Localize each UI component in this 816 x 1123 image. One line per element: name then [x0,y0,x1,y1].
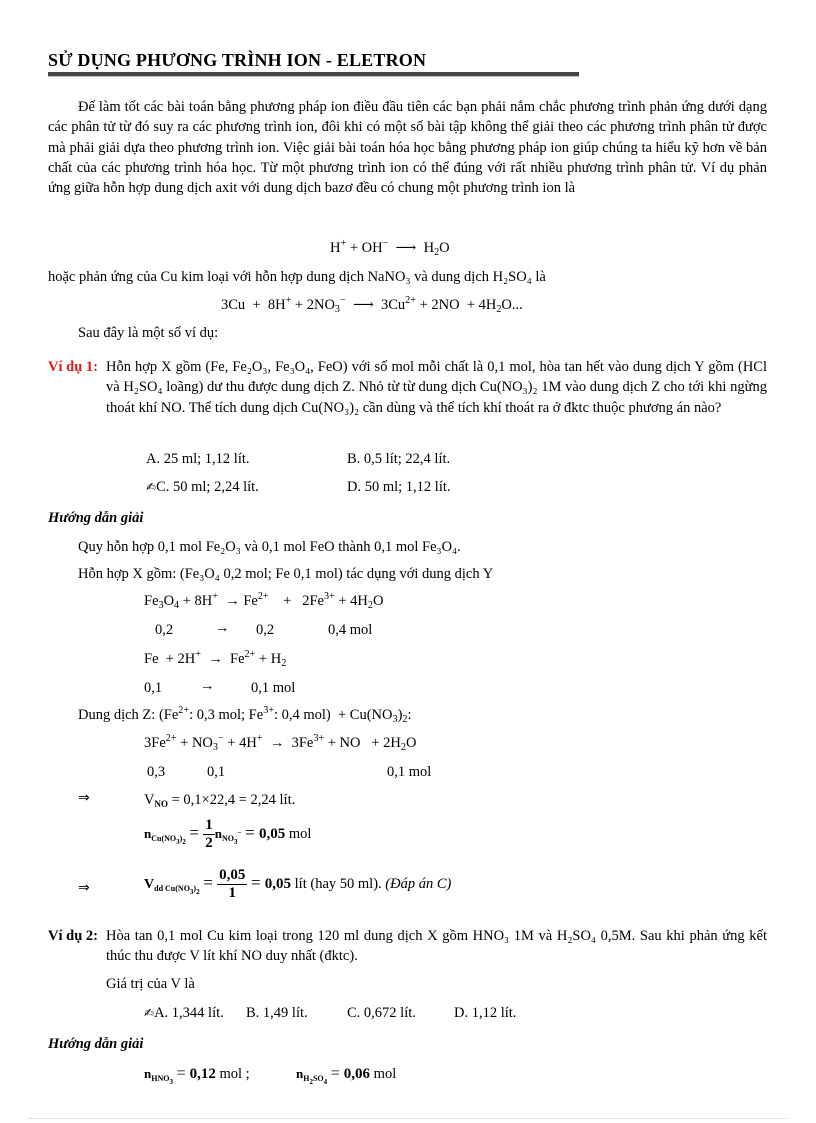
equation-cu-nitrate: $3Cu + 8H^+ + 2NO_3^-$ ⟶ $3Cu^{2+} + 2NO + 4H_2O$... [221,295,523,315]
example-2-label: Ví dụ 2: [48,928,98,944]
reaction-fe-mol-1: 0,1 [144,680,163,696]
implies-icon: ⇒ [78,790,90,806]
intro-paragraph: Để làm tốt các bài toán bằng phương pháp ion điều đầu tiên các bạn phải nắm chắc phương trình phản ứng dưới dạng các phân tử từ đó suy ra các phương trình ion, đôi khi có một số bài tập không thể giải theo các phương trình phân tử được mà phải giải dựa theo phương trình ion. Việc giải bài toán hóa học bằng phương pháp ion giúp chúng ta hiểu kỹ hơn về bản chất của các phương trình hóa học. Từ một phương trình ion có thể đúng với rất nhiều phương trình phân tử. Ví dụ phản ứng giữa hỗn hợp dung dịch axit với dung dịch bazơ đều có chung một phương trình ion là [48,99,767,197]
reaction-redox-mol-1: 0,3 [147,764,166,780]
reaction-fe3o4-mol-1: 0,2 [155,622,174,638]
example-1-step-2: Hỗn hợp X gồm: (Fe₃O₄ 0,2 mol; Fe 0,1 mol) tác dụng với dung dịch Y [78,566,494,582]
example-1-guide-heading: Hướng dẫn giải [48,510,144,526]
reaction-redox-mol-2: 0,1 [207,764,226,780]
intro-examples-lead: Sau đây là một số ví dụ: [78,325,219,341]
example-2-question: Hòa tan 0,1 mol Cu kim loại trong 120 ml dung dịch X gồm HNO₃ 1M và H₂SO₄ 0,5M. Sau khi phản ứng kết thúc thu được V lít khí NO duy nhất (đktc). [106,928,767,965]
reaction-fe3o4-mol-3: 0,4 mol [328,622,373,638]
example-2-option-d: D. 1,12 lít. [454,1005,517,1021]
example-1-label: Ví dụ 1: [48,359,98,375]
example-2-option-b: B. 1,49 lít. [246,1005,308,1021]
intro-line-cu: hoặc phản ứng của Cu kim loại với hỗn hợp dung dịch NaNO₃ và dung dịch H₂SO₄ là [48,269,546,285]
example-2-guide-heading: Hướng dẫn giải [48,1036,144,1052]
example-1-step-1: Quy hỗn hợp 0,1 mol Fe₂O₃ và 0,1 mol FeO thành 0,1 mol Fe₃O₄. [78,539,461,555]
solution-z-line: Dung dịch Z: ($Fe^{2+}$: 0,3 mol; $Fe^{3+}$: 0,4 $mol) + Cu(NO_3)_2$: [78,705,412,725]
example-2-option-c: C. 0,672 lít. [347,1005,416,1021]
example-1-option-a: A. 25 ml; 1,12 lít. [146,451,250,467]
implies-icon: ⇒ [78,880,90,896]
reaction-redox-mol-3: 0,1 mol [387,764,432,780]
arrow-icon: → [200,678,215,694]
example-1-option-c: ✍C. 50 ml; 2,24 lít. [146,479,259,495]
moles-h2so4: $n_{H_2SO_4} = 0,06$ mol [296,1065,397,1086]
reaction-redox: $3Fe^{2+} + NO_3^- + 4H^+ \to 3Fe^{3+}$ + NO + $2H_2O$ [144,733,417,753]
arrow-icon: → [215,620,230,636]
reaction-fe3o4: $Fe_3O_4 + 8H^+ \to Fe^{2+}$ + $2Fe^{3+} + 4H_2O$ [144,591,384,611]
reaction-fe-mol-2: 0,1 mol [251,680,296,696]
title-underline [48,72,579,77]
example-1-question: Hỗn hợp X gồm (Fe, Fe₂O₃, Fe₃O₄, FeO) với số mol mỗi chất là 0,1 mol, hòa tan hết vào dung dịch Y gồm (HCl và H₂SO₄ loãng) dư thu được dung dịch Z. Nhỏ từ từ dung dịch Cu(NO₃)₂ 1M vào dung dịch Z cho tới khi ngừng thoát khí NO. Thể tích dung dịch Cu(NO₃)₂ cần dùng và thể tích khí thoát ra ở đktc thuộc phương án nào? [106,359,767,416]
equation-neutralization: H+ + OH− ⟶ $H_2O$ [330,238,450,258]
example-1-option-d: D. 50 ml; 1,12 lít. [347,479,451,495]
example-2-prompt: Giá trị của V là [106,976,195,992]
pen-mark-icon: ✍ [146,480,157,494]
page-title: SỬ DỤNG PHƯƠNG TRÌNH ION - ELETRON [48,50,427,70]
page-footer-rule [28,1118,788,1119]
moles-hno3: $n_{HNO_3} = 0,12$ mol ; [144,1065,250,1086]
volume-cu-nitrate: $V_{dd Cu(NO_3)_2}$ = $\frac{0,05}{1}$ = 0,05 lít (hay 50 ml). (Đáp án C) [144,867,452,901]
reaction-fe: $Fe + 2H^+ \to Fe^{2+} + H_2$ [144,649,287,669]
moles-cu-nitrate: $n_{Cu(NO_3)_2}$ = $\frac{1}{2}$ $n_{NO_3^-} = 0,05$ mol [144,817,312,851]
volume-no: $V_{NO} = 0,1\times 22,4 = 2,24$ lít. [144,792,296,809]
example-1-option-b: B. 0,5 lít; 22,4 lít. [347,451,451,467]
reaction-fe3o4-mol-2: 0,2 [256,622,275,638]
example-2-option-a: ✍A. 1,344 lít. [144,1005,224,1021]
pen-mark-icon: ✍ [144,1006,155,1020]
